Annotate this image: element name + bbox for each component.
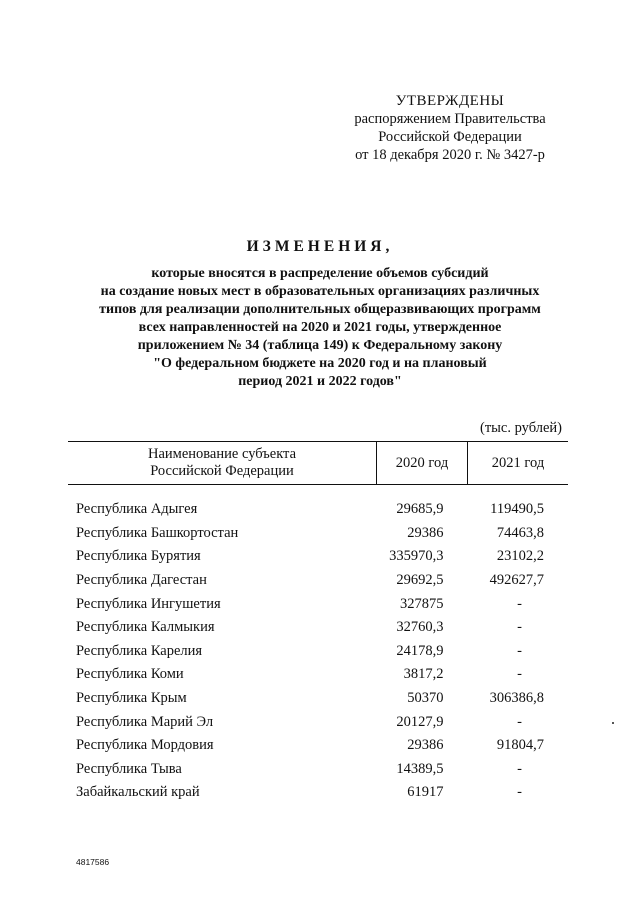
table-row (68, 781, 568, 805)
table-row (68, 663, 568, 687)
table-spacer (68, 485, 568, 499)
header-2020: 2020 год (377, 442, 468, 485)
value-2021: - (517, 666, 522, 683)
value-2020: 32760,3 (396, 619, 444, 636)
table-row (68, 616, 568, 640)
region-name: Республика Адыгея (76, 501, 198, 518)
approval-heading: УТВЕРЖДЕНЫ (395, 93, 505, 109)
value-2020: 327875 (400, 595, 444, 612)
value-2020: 14389,5 (396, 760, 444, 777)
table-row (68, 592, 568, 616)
value-2020: 29386 (407, 737, 444, 754)
region-name: Республика Коми (76, 666, 184, 683)
value-2021: - (517, 784, 522, 801)
table-row (68, 522, 568, 546)
value-2021: 119490,5 (490, 501, 544, 518)
value-2020: 29386 (407, 524, 444, 541)
region-name: Республика Карелия (76, 642, 203, 659)
value-2021: 306386,8 (489, 690, 544, 707)
subtitle-line: приложением № 34 (таблица 149) к Федеральному закону (137, 338, 503, 353)
approval-line: от 18 декабря 2020 г. № 3427-р (355, 147, 545, 163)
value-2021: 492627,7 (489, 572, 544, 589)
approval-block (330, 92, 570, 164)
region-name: Забайкальский край (76, 784, 200, 801)
value-2020: 29692,5 (396, 572, 444, 589)
header-2021: 2021 год (468, 442, 569, 485)
value-2020: 24178,9 (396, 642, 444, 659)
value-2020: 29685,9 (396, 501, 444, 518)
subtitle-line: которые вносятся в распределение объемов субсидий (151, 266, 489, 281)
approval-line: распоряжением Правительства (354, 111, 546, 127)
region-name: Республика Марий Эл (76, 713, 214, 730)
value-2021: 23102,2 (496, 548, 544, 565)
header-region-name (68, 442, 377, 485)
value-2020: 335970,3 (389, 548, 444, 565)
subtitle-line: "О федеральном бюджете на 2020 год и на плановый (153, 356, 487, 371)
table-row (68, 545, 568, 569)
value-2021: 74463,8 (496, 524, 544, 541)
value-2020: 3817,2 (403, 666, 444, 683)
table-row (68, 710, 568, 734)
approval-line: Российской Федерации (378, 129, 522, 145)
region-name: Республика Башкортостан (76, 524, 239, 541)
subsidy-table (68, 441, 568, 805)
region-name: Республика Ингушетия (76, 595, 221, 612)
value-2021: - (517, 642, 522, 659)
document-number: 4817586 (76, 857, 110, 867)
table-row (68, 687, 568, 711)
value-2021: - (517, 713, 522, 730)
region-name: Республика Дагестан (76, 572, 207, 589)
region-name: Республика Крым (76, 690, 187, 707)
table-row (68, 734, 568, 758)
table-row (68, 758, 568, 782)
document-title: ИЗМЕНЕНИЯ, (246, 238, 394, 255)
region-name: Республика Тыва (76, 760, 182, 777)
table-row (68, 498, 568, 522)
subtitle-line: всех направленностей на 2020 и 2021 годы, утвержденное (138, 320, 502, 335)
value-2021: - (517, 619, 522, 636)
region-name: Республика Калмыкия (76, 619, 215, 636)
table-row (68, 569, 568, 593)
header-region-line: Наименование субъекта (147, 446, 297, 462)
table-row (68, 640, 568, 664)
table-header-row (68, 442, 568, 485)
header-region-line: Российской Федерации (150, 463, 294, 479)
subtitle-line: на создание новых мест в образовательных организациях различных (100, 284, 540, 299)
scan-speck (612, 722, 614, 724)
region-name: Республика Бурятия (76, 548, 201, 565)
value-2020: 50370 (407, 690, 444, 707)
subtitle-line: типов для реализации дополнительных общеразвивающих программ (99, 302, 541, 317)
value-2020: 20127,9 (396, 713, 444, 730)
value-2021: 91804,7 (496, 737, 544, 754)
document-subtitle (60, 265, 580, 391)
value-2021: - (517, 595, 522, 612)
region-name: Республика Мордовия (76, 737, 214, 754)
value-2021: - (517, 760, 522, 777)
value-2020: 61917 (407, 784, 444, 801)
subtitle-line: период 2021 и 2022 годов" (238, 374, 402, 389)
unit-label: (тыс. рублей) (480, 420, 562, 436)
